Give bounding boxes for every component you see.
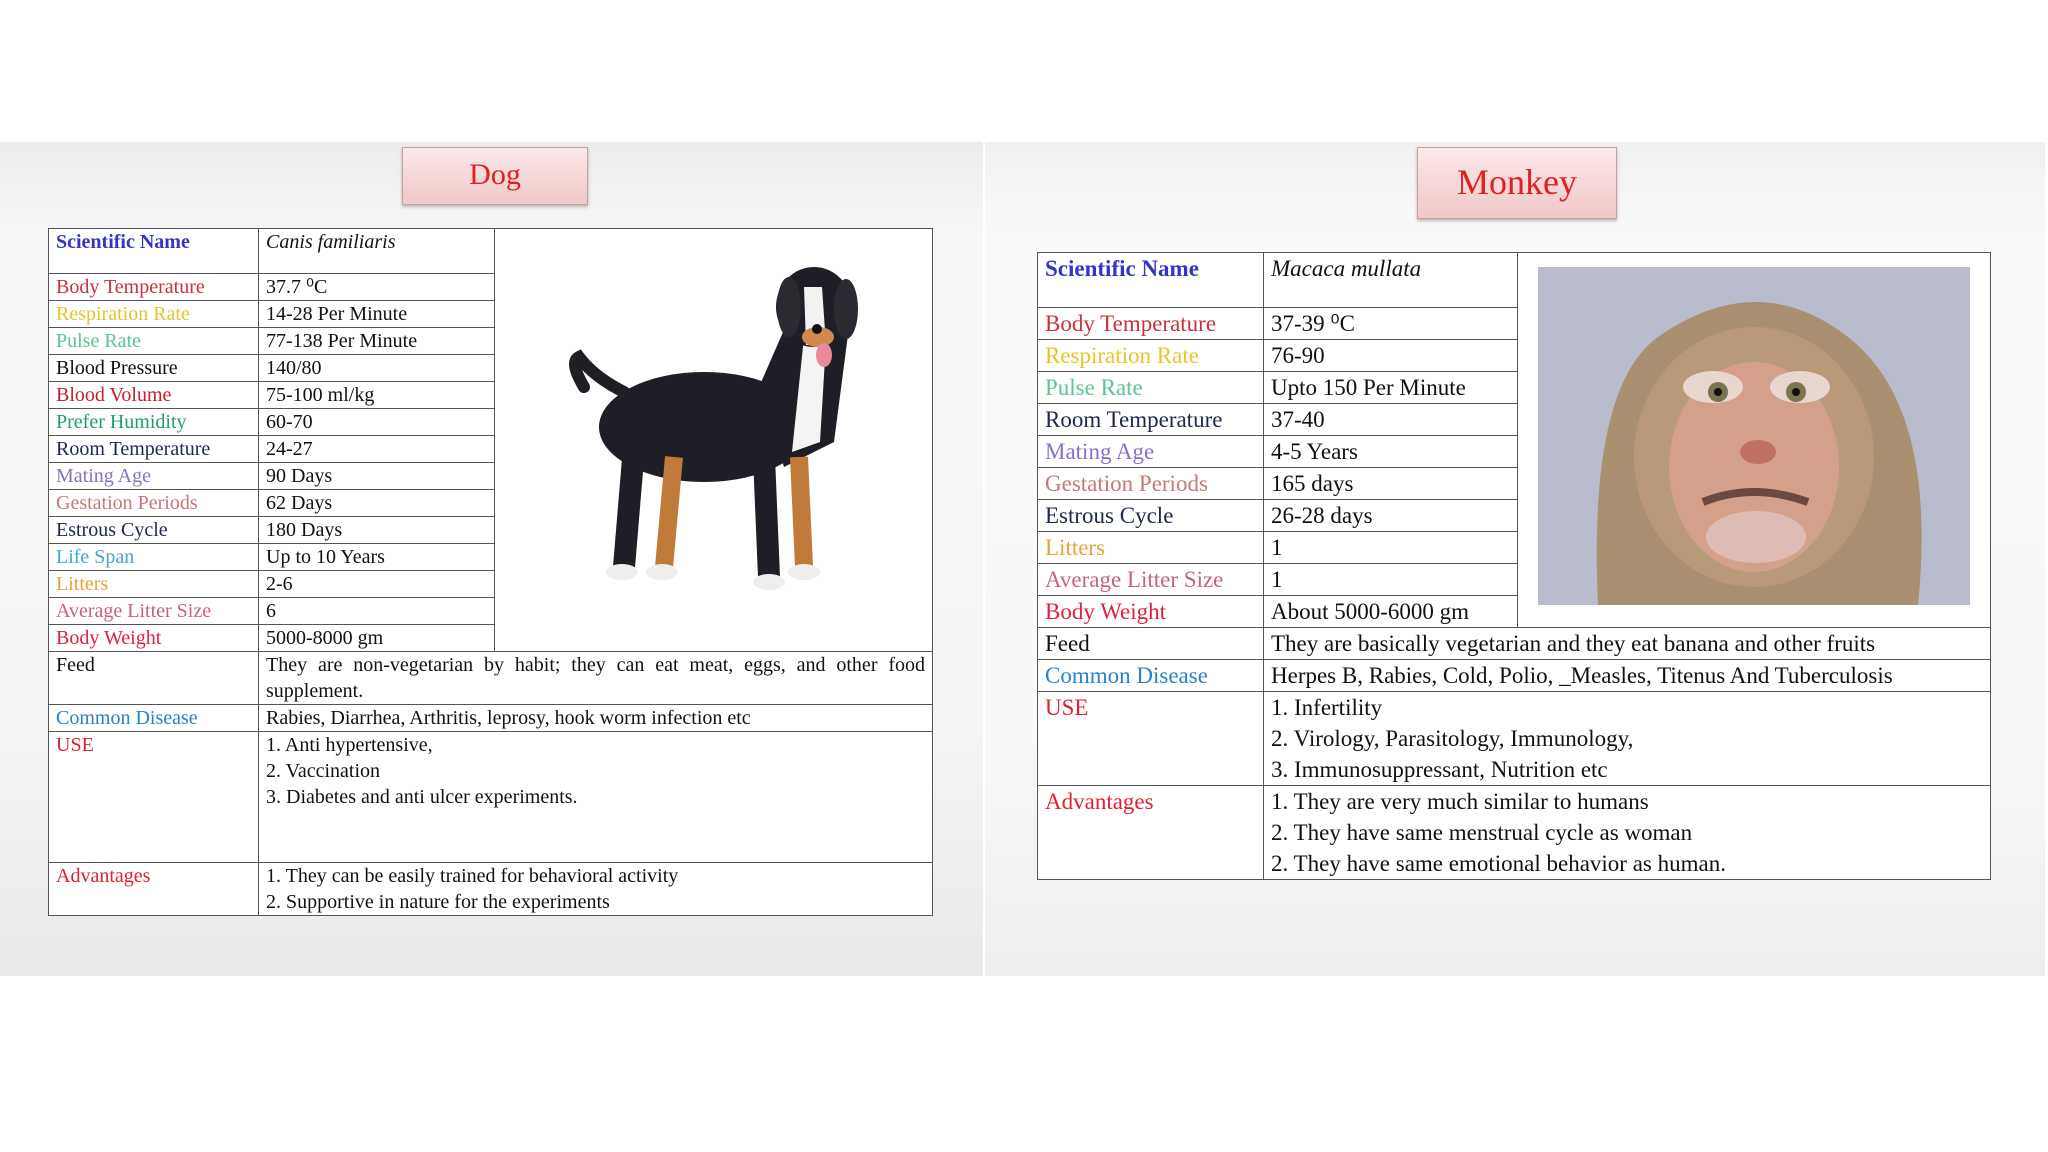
monkey-image-cell [1518,253,1991,628]
row-label: Advantages [1038,786,1264,880]
row-value-line: 2. They have same menstrual cycle as woman [1271,820,1693,845]
row-label: Average Litter Size [49,598,259,625]
row-label: Average Litter Size [1038,564,1264,596]
row-label: Gestation Periods [1038,468,1264,500]
row-label: Room Temperature [49,436,259,463]
row-value: About 5000-6000 gm [1264,596,1518,628]
row-value: 37.7 ⁰C [259,274,495,301]
row-value: Up to 10 Years [259,544,495,571]
row-label: Body Temperature [1038,308,1264,340]
row-value-line: 1. They can be easily trained for behavioral activity [266,865,679,887]
dog-title-button[interactable]: Dog [402,147,588,205]
row-value-line: 2. They have same emotional behavior as human. [1271,851,1726,876]
row-value: 26-28 days [1264,500,1518,532]
monkey-photo-icon [1538,267,1970,605]
row-value: 165 days [1264,468,1518,500]
row-value-line: They are basically vegetarian and they eat banana and other fruits [1271,631,1876,656]
row-label: Respiration Rate [1038,340,1264,372]
row-value: 180 Days [259,517,495,544]
row-value: 1 [1264,564,1518,596]
row-label: Blood Volume [49,382,259,409]
row-label: USE [1038,692,1264,786]
row-label: Body Weight [49,625,259,652]
row-label: USE [49,732,259,863]
row-label: Respiration Rate [49,301,259,328]
scientific-name-label: Scientific Name [1038,253,1264,308]
row-label: Feed [1038,628,1264,660]
row-label: Pulse Rate [49,328,259,355]
row-value [259,652,933,705]
row-label: Pulse Rate [1038,372,1264,404]
row-value: 5000-8000 gm [259,625,495,652]
row-value: 4-5 Years [1264,436,1518,468]
row-value: 1 [1264,532,1518,564]
row-label: Blood Pressure [49,355,259,382]
row-value [1264,692,1991,786]
row-value [1264,660,1991,692]
row-label: Body Temperature [49,274,259,301]
scientific-name-label: Scientific Name [49,229,259,274]
table-row [49,229,933,274]
table-row [49,732,933,863]
row-value-line: 2. Supportive in nature for the experiments [266,891,610,913]
row-value: 14-28 Per Minute [259,301,495,328]
table-row [49,863,933,916]
row-value [1264,628,1991,660]
row-label: Mating Age [1038,436,1264,468]
row-value [259,705,933,732]
row-label: Estrous Cycle [49,517,259,544]
row-value: 77-138 Per Minute [259,328,495,355]
row-label: Common Disease [49,705,259,732]
row-label: Mating Age [49,463,259,490]
row-value: 37-40 [1264,404,1518,436]
row-label: Room Temperature [1038,404,1264,436]
row-value: 76-90 [1264,340,1518,372]
table-row [1038,660,1991,692]
row-value: 140/80 [259,355,495,382]
row-label: Body Weight [1038,596,1264,628]
row-value [259,863,933,916]
table-row [1038,628,1991,660]
scientific-name-value: Macaca mullata [1264,253,1518,308]
row-value-line: 1. Anti hypertensive, [266,734,433,756]
table-row [1038,253,1991,308]
table-row [49,652,933,705]
dog-info-table [48,228,933,916]
row-label: Life Span [49,544,259,571]
row-value: 90 Days [259,463,495,490]
row-label: Estrous Cycle [1038,500,1264,532]
table-row [1038,786,1991,880]
row-value-line: 3. Immunosuppressant, Nutrition etc [1271,757,1608,782]
row-value: 6 [259,598,495,625]
row-value [259,732,933,863]
row-label: Litters [1038,532,1264,564]
row-label: Feed [49,652,259,705]
row-value-line: 3. Diabetes and anti ulcer experiments. [266,786,578,808]
dog-photo-icon [564,267,864,607]
row-value: 75-100 ml/kg [259,382,495,409]
row-label: Common Disease [1038,660,1264,692]
row-value: 2-6 [259,571,495,598]
row-value-line: 2. Virology, Parasitology, Immunology, [1271,726,1634,751]
row-value-line: 1. Infertility [1271,695,1383,720]
monkey-info-table [1037,252,1991,880]
row-label: Advantages [49,863,259,916]
table-row [1038,692,1991,786]
scientific-name-value: Canis familiaris [259,229,495,274]
row-label: Prefer Humidity [49,409,259,436]
row-value: Upto 150 Per Minute [1264,372,1518,404]
row-value-line: Herpes B, Rabies, Cold, Polio, _Measles, Titenus And Tuberculosis [1271,663,1893,688]
row-value: 37-39 ⁰C [1264,308,1518,340]
row-value: 24-27 [259,436,495,463]
monkey-slide [985,142,2045,976]
dog-slide [0,142,983,976]
table-row [49,705,933,732]
monkey-title-button[interactable]: Monkey [1417,147,1617,219]
row-value [1264,786,1991,880]
row-label: Litters [49,571,259,598]
row-value: 62 Days [259,490,495,517]
row-label: Gestation Periods [49,490,259,517]
row-value-line: 1. They are very much similar to humans [1271,789,1649,814]
row-value-line: Rabies, Diarrhea, Arthritis, leprosy, hook worm infection etc [266,707,751,729]
row-value-line: 2. Vaccination [266,760,381,782]
row-value-line: They are non-vegetarian by habit; they can eat meat, eggs, and other food supplement. [266,654,925,702]
row-value: 60-70 [259,409,495,436]
dog-image-cell [495,229,933,652]
